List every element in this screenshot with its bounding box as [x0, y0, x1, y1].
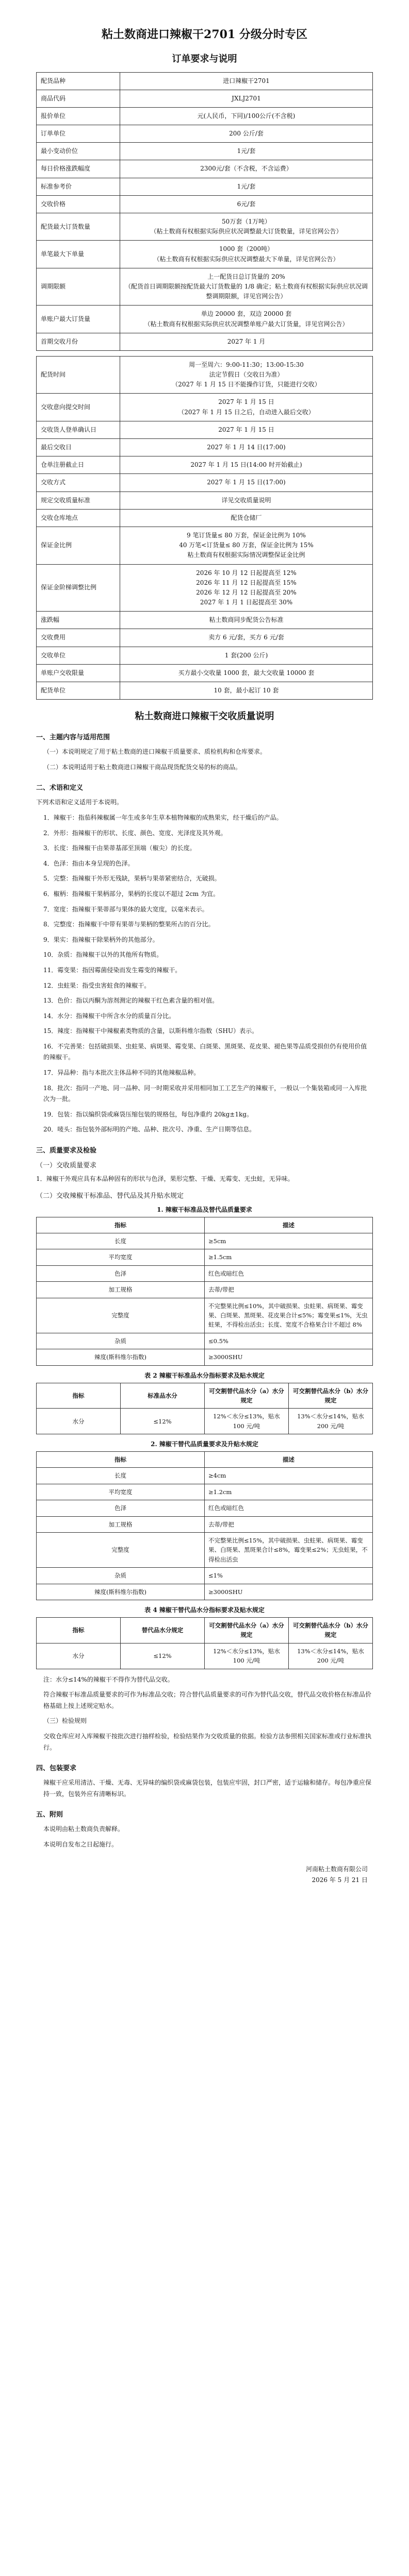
- table-header-cell: 可交割替代品水分（b）水分规定: [289, 1618, 373, 1643]
- spec-row: [37, 195, 373, 213]
- table-cell: ≥3000SHU: [205, 1584, 373, 1600]
- spec-key: 最后交收日: [37, 439, 120, 456]
- table-header-cell: 描述: [205, 1217, 373, 1233]
- spec-row: [37, 90, 373, 107]
- section-5-title: 五、附则: [36, 1811, 63, 1819]
- section-4-title: 四、包装要求: [36, 1765, 77, 1773]
- table-cell: 加工规格: [37, 1282, 205, 1298]
- section-3-sub1-text: 1．辣椒干外观应具有本品种固有的形状与色泽，果形完整、干燥、无霉变、无虫蛀，无异味。: [36, 1175, 294, 1183]
- footer-date: 2026 年 5 月 21 日: [312, 1876, 368, 1884]
- spec-value: 粘土数商同步配货公告标准: [120, 612, 373, 629]
- spec-value: 2027 年 1 月: [120, 333, 373, 350]
- table-header-row: [37, 1452, 373, 1468]
- spec-row: [37, 527, 373, 564]
- spec-key: 标准参考价: [37, 178, 120, 195]
- table-cell: 色泽: [37, 1500, 205, 1516]
- table-cell: ≥5cm: [205, 1233, 373, 1249]
- document-title: 粘土数商进口辣椒干2701 分级分时专区: [102, 28, 307, 41]
- paragraph: 符合辣椒干标准品质量要求的可作为标准品交收；符合替代品质量要求的可作为替代品交收，替代品交收价格在标准品价格基础上按上述规定贴水。: [43, 1691, 372, 1709]
- quality-heading: 粘土数商进口辣椒干交收质量说明: [135, 711, 274, 722]
- spec-row: [37, 509, 373, 527]
- spec-row: [37, 241, 373, 268]
- spec-value: 1 套(200 公斤): [120, 647, 373, 664]
- paragraph: （二）本说明适用于粘土数商进口辣椒干商品现货配货交易的标的商品。: [43, 763, 242, 771]
- table-cell: 杂质: [37, 1333, 205, 1349]
- table-row: [37, 1568, 373, 1584]
- spec-row: [37, 682, 373, 700]
- spec-key: 订单单位: [37, 125, 120, 143]
- table-1-caption: 1. 辣椒干标准品及替代品质量要求: [157, 1206, 252, 1213]
- paragraph: 4．色泽：指由本身呈现的色泽。: [43, 859, 134, 867]
- spec-value: 进口辣椒干2701: [120, 72, 373, 90]
- spec-key: 仓单注册截止日: [37, 456, 120, 474]
- paragraph: 19．包装：指以编织袋或麻袋压缩包装的规格包，每包净重约 20kg±1kg。: [43, 1110, 253, 1118]
- table-cell: 12%＜水分≤13%，贴水 100 元/吨: [205, 1643, 289, 1669]
- table-cell: 13%＜水分≤14%，贴水 200 元/吨: [289, 1643, 373, 1669]
- spec-row: [37, 268, 373, 306]
- table-header-row: [37, 1217, 373, 1233]
- spec-key: 配货单位: [37, 682, 120, 700]
- spec-row: [37, 647, 373, 664]
- spec-key: 涨跌幅: [37, 612, 120, 629]
- paragraph: 8．完整度：指辣椒干中带有果蒂与果柄的整果所占的百分比。: [43, 921, 215, 928]
- spec-value: 卖方 6 元/套，买方 6 元/套: [120, 629, 373, 647]
- table-row: [37, 1298, 373, 1333]
- table-2: [36, 1383, 373, 1435]
- paragraph: （一）本说明规定了用于粘土数商的进口辣椒干质量要求、质检机构和仓库要求。: [43, 748, 267, 756]
- spec-row: [37, 213, 373, 241]
- table-row: [37, 1500, 373, 1516]
- spec-value: 2027 年 1 月 14 日(17:00): [120, 439, 373, 456]
- section-2-title: 二、术语和定义: [36, 784, 84, 792]
- spec-key: 交收仓库地点: [37, 509, 120, 527]
- table-cell: ≤12%: [121, 1643, 205, 1669]
- spec-value: 200 公斤/套: [120, 125, 373, 143]
- table-cell: 色泽: [37, 1265, 205, 1281]
- paragraph: 16．不完善果：包括破损果、虫蛀果、病斑果、霉变果、白斑果、黑斑果、花皮果、褪色果等品质受损但仍有使用价值的辣椒干。: [43, 1042, 367, 1061]
- spec-key: 单账户交收限量: [37, 664, 120, 682]
- table-header-cell: 指标: [37, 1618, 121, 1643]
- table-cell: 加工规格: [37, 1516, 205, 1532]
- table-cell: 去蒂/带把: [205, 1282, 373, 1298]
- spec-key: 单笔最大下单量: [37, 241, 120, 268]
- table-cell: 长度: [37, 1468, 205, 1484]
- table-row: [37, 1233, 373, 1249]
- section-3-title: 三、质量要求及检验: [36, 1147, 97, 1155]
- table-cell: ≤12%: [121, 1409, 205, 1434]
- table-row: [37, 1468, 373, 1484]
- table-cell: 水分: [37, 1643, 121, 1669]
- spec-row: [37, 107, 373, 125]
- table-header-cell: 可交割替代品水分（a）水分规定: [205, 1383, 289, 1409]
- table-2-caption: 表 2 辣椒干标准品水分指标要求及贴水规定: [144, 1371, 265, 1379]
- spec-row: [37, 456, 373, 474]
- spec-value: 2026 年 10 月 12 日起提高至 12% 2026 年 11 月 12 日起提高至 15% 2026 年 12 月 12 日起提高至 20% 2027 年 1 月 1 日起提高至 30%: [120, 564, 373, 612]
- order-requirements-heading: 订单要求与说明: [172, 53, 237, 64]
- table-cell: 不完整果比例≤15%，其中破损果、虫蛀果、病斑果、霉变果、白斑果、黑斑果合计≤8%，霉变果≤2%；无虫蛀果，不得检出活虫: [205, 1533, 373, 1568]
- table-cell: ≥1.5cm: [205, 1249, 373, 1265]
- spec-value: JXLJ2701: [120, 90, 373, 107]
- spec-row: [37, 492, 373, 509]
- table-row: [37, 1533, 373, 1568]
- spec-key: 配货时间: [37, 356, 120, 394]
- paragraph: 交收仓库应对入库辣椒干按批次进行抽样检验，检验结果作为交收质量的依据。检验方法参照相关国家标准或行业标准执行。: [43, 1732, 372, 1751]
- paragraph: 2．外形：指辣椒干的形状、长度、颜色、宽度、光泽度及其外观。: [43, 829, 227, 837]
- spec-value: 2027 年 1 月 15 日(17:00): [120, 474, 373, 492]
- spec-value: 9 笔订货量≤ 80 万套，保证金比例为 10% 40 万笔<订货量≤ 80 万套，保证金比例为 15% 粘土数商有权根据实际情况调整保证金比例: [120, 527, 373, 564]
- spec-row: [37, 664, 373, 682]
- table-cell: 红色或暗红色: [205, 1500, 373, 1516]
- spec-row: [37, 72, 373, 90]
- spec-row: [37, 394, 373, 421]
- spec-value: 1元/套: [120, 143, 373, 160]
- section-3-sub1: （一）交收质量要求: [36, 1162, 97, 1170]
- table-cell: ≥4cm: [205, 1468, 373, 1484]
- spec-row: [37, 612, 373, 629]
- section-2-intro: 下列术语和定义适用于本说明。: [36, 799, 123, 806]
- paragraph: 14．水分：指辣椒干中所含水分的质量百分比。: [43, 1012, 175, 1020]
- table-cell: 完整度: [37, 1533, 205, 1568]
- table-header-cell: 可交割替代品水分（a）水分规定: [205, 1618, 289, 1643]
- table-cell: 杂质: [37, 1568, 205, 1584]
- table-header-cell: 指标: [37, 1217, 205, 1233]
- paragraph: 辣椒干应采用清洁、干燥、无毒、无异味的编织袋或麻袋包装，包装应牢固，封口严密，适于运输和储存。每包净重应保持一致，包装外应有清晰标识。: [43, 1779, 372, 1798]
- spec-key: 交收方式: [37, 474, 120, 492]
- spec-table-b: [36, 356, 373, 700]
- paragraph: 本说明由粘土数商负责解释。: [43, 1825, 124, 1833]
- table-row: [37, 1484, 373, 1500]
- spec-value: 1000 套（200吨） （粘土数商有权根据实际供应状况调整最大下单量，详见官网公告）: [120, 241, 373, 268]
- spec-key: 最小变动价位: [37, 143, 120, 160]
- spec-value: 上一配货日总订货量的 20% （配货首日调期限额按配货最大订货数量的 1/8 确定；粘土数商有权根据实际供应状况调整调期限额，详见官网公告）: [120, 268, 373, 306]
- spec-key: 交收费用: [37, 629, 120, 647]
- spec-table-a: [36, 72, 373, 351]
- table-cell: 去蒂/带把: [205, 1516, 373, 1532]
- table-4-caption: 表 4 辣椒干替代品水分指标要求及贴水规定: [144, 1606, 265, 1614]
- spec-key: 调期限额: [37, 268, 120, 306]
- paragraph: 20．唛头：指包装外部标明的产地、品种、批次号、净重、生产日期等信息。: [43, 1126, 256, 1133]
- spec-key: 每日价格涨跌幅度: [37, 160, 120, 178]
- spec-row: [37, 306, 373, 333]
- spec-key: 首期交收月份: [37, 333, 120, 350]
- paragraph: 7．宽度：指辣椒干果蒂部与果体的最大宽度，以毫米表示。: [43, 905, 208, 913]
- spec-row: [37, 421, 373, 438]
- table-row: [37, 1349, 373, 1365]
- spec-row: [37, 439, 373, 456]
- paragraph: 注：水分≤14%的辣椒干不得作为替代品交收。: [43, 1675, 174, 1683]
- table-row: [37, 1516, 373, 1532]
- spec-row: [37, 333, 373, 350]
- table-row: [37, 1643, 373, 1669]
- paragraph: 17．异品种：指与本批次主体品种不同的其他辣椒品种。: [43, 1069, 200, 1077]
- table-header-cell: 指标: [37, 1383, 121, 1409]
- spec-value: 6元/套: [120, 195, 373, 213]
- spec-value: 2300元/套（不含税，不含运费）: [120, 160, 373, 178]
- paragraph: 3．长度：指辣椒干由果蒂基部至顶端（椒尖）的长度。: [43, 844, 196, 852]
- spec-row: [37, 160, 373, 178]
- table-4: [36, 1617, 373, 1669]
- spec-key: 配货品种: [37, 72, 120, 90]
- spec-value: 详见交收质量说明: [120, 492, 373, 509]
- paragraph: 5．完整：指辣椒干外形无残缺，果柄与果蒂紧密结合，无破损。: [43, 875, 221, 883]
- spec-key: 保证金阶梯调整比例: [37, 564, 120, 612]
- table-row: [37, 1584, 373, 1600]
- spec-value: 50万套（1万吨） （粘土数商有权根据实际供应状况调整最大订货数量，详见官网公告）: [120, 213, 373, 241]
- table-cell: 12%＜水分≤13%，贴水 100 元/吨: [205, 1409, 289, 1434]
- spec-row: [37, 629, 373, 647]
- table-row: [37, 1282, 373, 1298]
- table-cell: 红色或暗红色: [205, 1265, 373, 1281]
- spec-row: [37, 474, 373, 492]
- spec-row: [37, 356, 373, 394]
- table-cell: 长度: [37, 1233, 205, 1249]
- spec-key: 交收货人登单确认日: [37, 421, 120, 438]
- paragraph: （三）检验规则: [43, 1717, 87, 1725]
- section-1-title: 一、主题内容与适用范围: [36, 734, 110, 742]
- paragraph: 本说明自发布之日起施行。: [43, 1840, 118, 1848]
- table-header-row: [37, 1383, 373, 1409]
- table-cell: ≤1%: [205, 1568, 373, 1584]
- paragraph: 11．霉变果：指因霉菌侵染而发生霉变的辣椒干。: [43, 966, 182, 974]
- document-body: [36, 28, 373, 1886]
- table-header-row: [37, 1618, 373, 1643]
- spec-value: 单边 20000 套，双边 20000 套 （粘土数商有权根据实际供应状况调整单账户最大订货量，详见官网公告）: [120, 306, 373, 333]
- table-3-caption: 2. 辣椒干替代品质量要求及升贴水规定: [151, 1440, 258, 1448]
- table-header-cell: 描述: [205, 1452, 373, 1468]
- paragraph: 1．辣椒干：指茄科辣椒属一年生或多年生草本植物辣椒的成熟果实，经干燥后的产品。: [43, 814, 283, 821]
- paragraph: 10．杂质：指辣椒干以外的其他所有物质。: [43, 951, 163, 959]
- spec-key: 单账户最大订货量: [37, 306, 120, 333]
- table-cell: ≥3000SHU: [205, 1349, 373, 1365]
- spec-value: 2027 年 1 月 15 日(14:00 时开始截止): [120, 456, 373, 474]
- table-header-cell: 指标: [37, 1452, 205, 1468]
- table-3: [36, 1451, 373, 1600]
- table-cell: 辣度(斯科维尔指数): [37, 1349, 205, 1365]
- table-header-cell: 标准品水分: [121, 1383, 205, 1409]
- table-cell: 13%＜水分≤14%，贴水 200 元/吨: [289, 1409, 373, 1434]
- table-row: [37, 1249, 373, 1265]
- paragraph: 13．色价：指以丙酮为溶剂测定的辣椒干红色素含量的相对值。: [43, 997, 219, 1005]
- table-cell: ≥1.2cm: [205, 1484, 373, 1500]
- spec-row: [37, 125, 373, 143]
- table-row: [37, 1265, 373, 1281]
- spec-value: 买方最小交收量 1000 套，最大交收量 10000 套: [120, 664, 373, 682]
- spec-key: 规定交收质量标准: [37, 492, 120, 509]
- spec-value: 2027 年 1 月 15 日: [120, 421, 373, 438]
- table-cell: 不完整果比例≤10%，其中破损果、虫蛀果、病斑果、霉变果、白斑果、黑斑果、花皮果合计≤5%；霉变果≤1%，无虫蛀果，不得检出活虫；长度、宽度不合格果合计不超过 8%: [205, 1298, 373, 1333]
- paragraph: 12．虫蛀果：指受虫害蛀食的辣椒干。: [43, 981, 151, 989]
- table-cell: 平均宽度: [37, 1484, 205, 1500]
- paragraph: 9．果实：指辣椒干除果柄外的其他部分。: [43, 936, 159, 943]
- spec-value: 配货仓储厂: [120, 509, 373, 527]
- paragraph: 15．辣度：指辣椒干中辣椒素类物质的含量，以斯科维尔指数（SHU）表示。: [43, 1027, 258, 1035]
- table-header-cell: 替代品水分规定: [121, 1618, 205, 1643]
- spec-key: 报价单位: [37, 107, 120, 125]
- spec-value: 2027 年 1 月 15 日 （2027 年 1 月 15 日之后，自动进入最后交收）: [120, 394, 373, 421]
- spec-value: 周一至周六：9:00-11:30；13:00-15:30 法定节假日（交收日为准） （2027 年 1 月 15 日不能操作订货，只能进行交收）: [120, 356, 373, 394]
- spec-key: 保证金比例: [37, 527, 120, 564]
- footer-org: 河南粘土数商有限公司: [305, 1865, 368, 1873]
- table-cell: 辣度(斯科维尔指数): [37, 1584, 205, 1600]
- table-1: [36, 1217, 373, 1366]
- spec-value: 1元/套: [120, 178, 373, 195]
- paragraph: 6．椒柄：指辣椒干果柄部分，果柄的长度以不超过 2cm 为宜。: [43, 890, 220, 897]
- spec-key: 交收价格: [37, 195, 120, 213]
- spec-key: 配货最大订货数量: [37, 213, 120, 241]
- spec-value: 元(人民币，下同)/100公斤(不含税): [120, 107, 373, 125]
- spec-key: 交收单位: [37, 647, 120, 664]
- table-cell: ≤0.5%: [205, 1333, 373, 1349]
- section-3-sub2: （二）交收辣椒干标准品、替代品及其升贴水规定: [36, 1192, 184, 1200]
- table-cell: 水分: [37, 1409, 121, 1434]
- spec-key: 交收意向提交时间: [37, 394, 120, 421]
- spec-row: [37, 178, 373, 195]
- spec-row: [37, 143, 373, 160]
- spec-key: 商品代码: [37, 90, 120, 107]
- table-header-cell: 可交割替代品水分（b）水分规定: [289, 1383, 373, 1409]
- table-cell: 平均宽度: [37, 1249, 205, 1265]
- spec-row: [37, 564, 373, 612]
- spec-value: 10 套，最小起订 10 套: [120, 682, 373, 700]
- paragraph: 18．批次：指同一产地、同一品种、同一时期采收并采用相同加工工艺生产的辣椒干，一般以一个集装箱或同一入库批次为一批。: [43, 1084, 367, 1103]
- table-cell: 完整度: [37, 1298, 205, 1333]
- table-row: [37, 1409, 373, 1434]
- table-row: [37, 1333, 373, 1349]
